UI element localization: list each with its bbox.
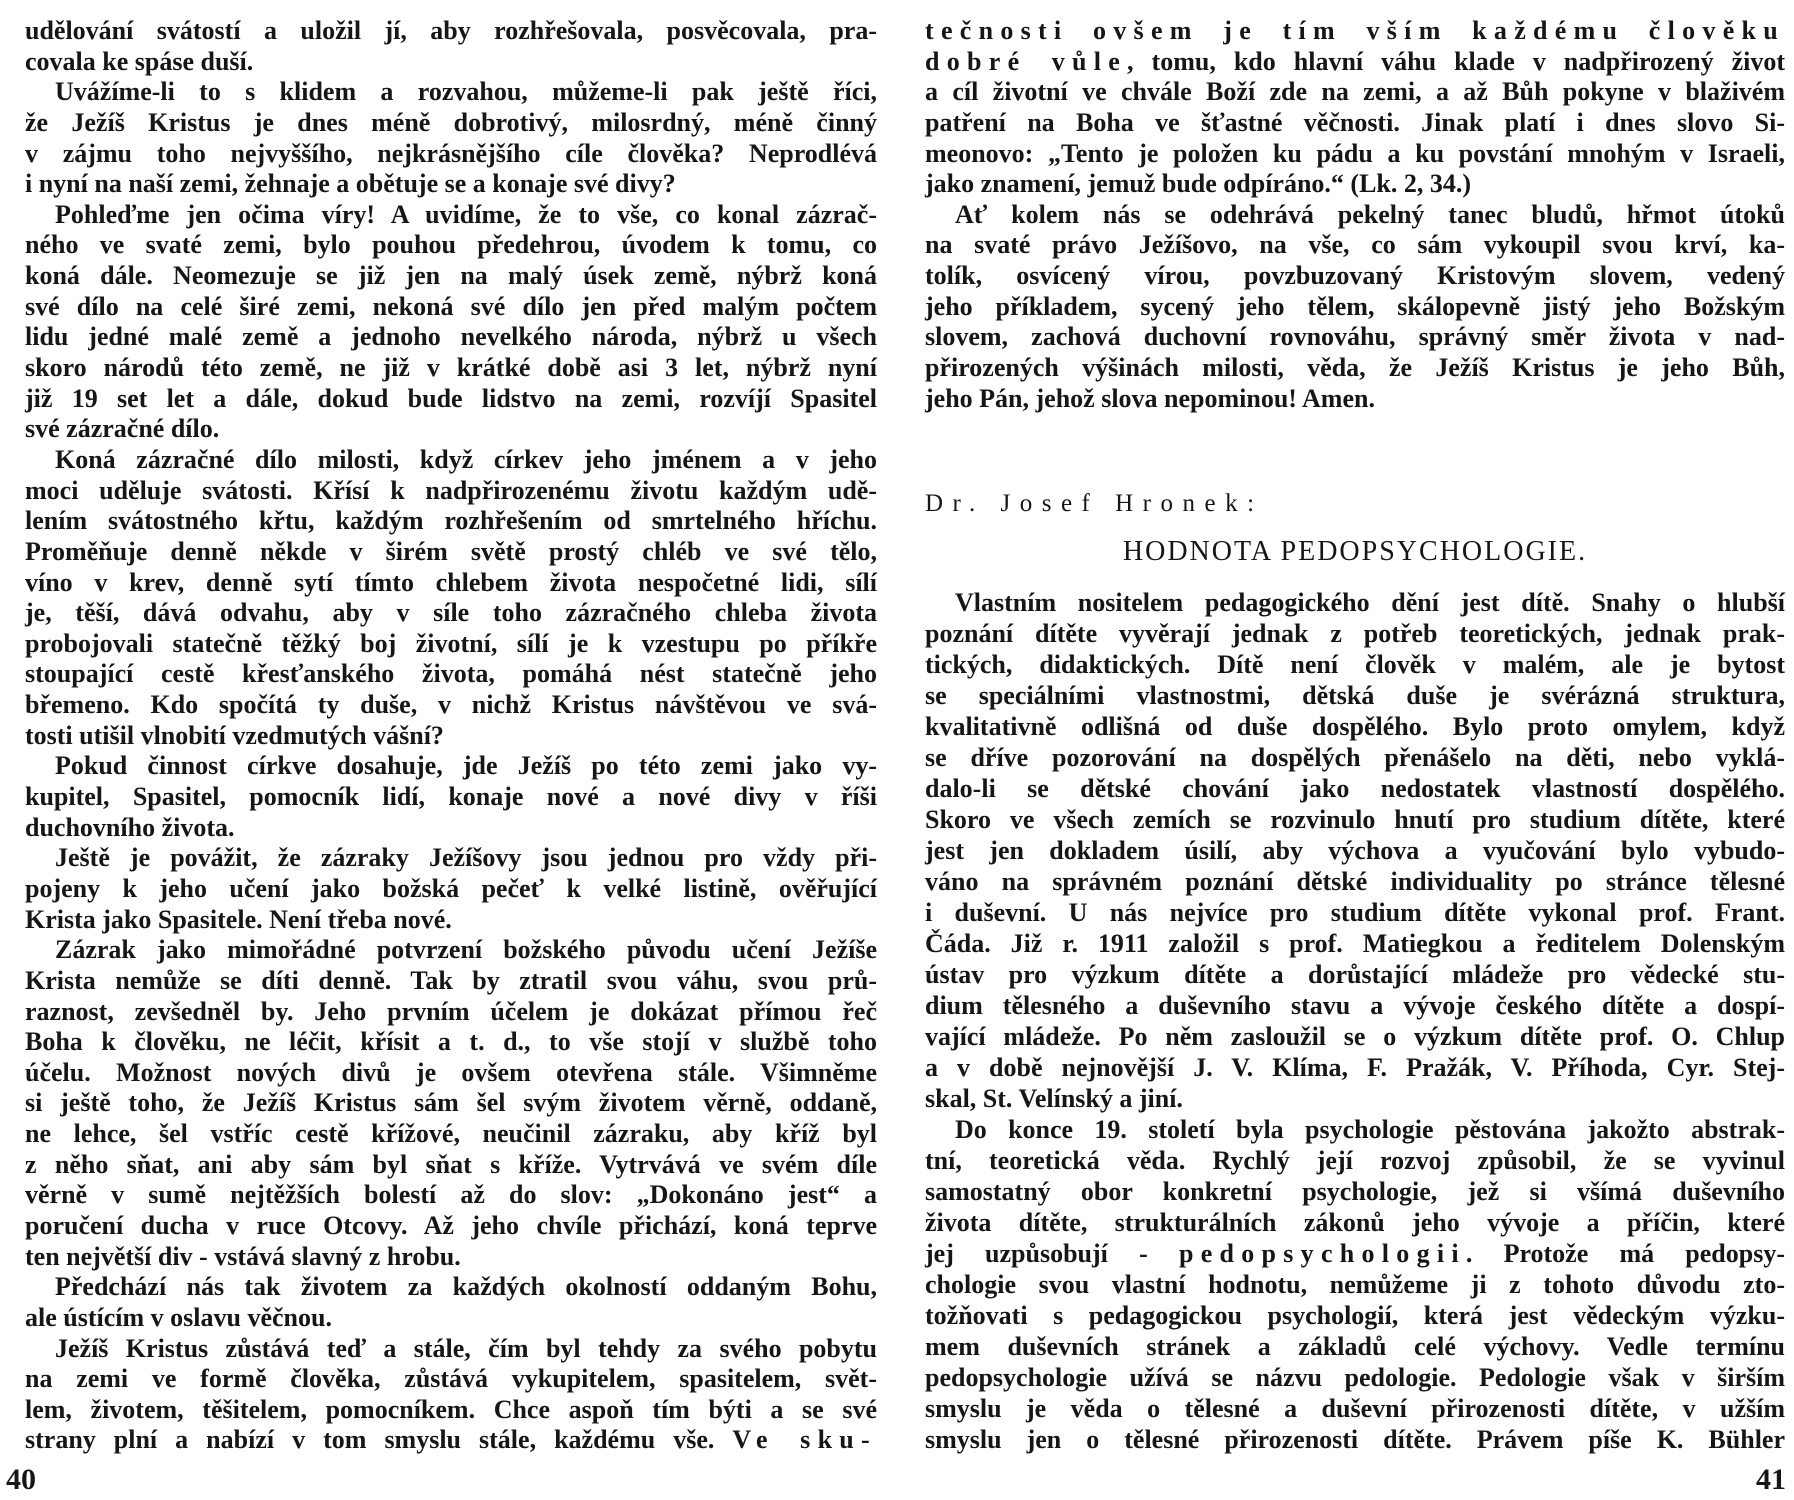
text-line: své zázračné dílo. [25, 414, 220, 444]
text-line [925, 1238, 1785, 1269]
text-line: Zázrak jako mimořádné potvrzení božského původu učení Ježíše [55, 935, 877, 965]
emphasized-text: dobré vůle [925, 46, 1128, 76]
text-line: lením svátostného křtu, každým rozhřešením od smrtelného hříchu. [25, 506, 877, 536]
text-line: slovem, zachová duchovní rovnováhu, správný směr života v nad- [925, 322, 1785, 352]
text-line: Krista nemůže se díti denně. Tak by ztratil svou váhu, svou prů- [25, 965, 877, 995]
text-line: na zemi ve formě člověka, zůstává vykupitelem, spasitelem, svět- [25, 1364, 877, 1394]
paragraph [25, 1272, 877, 1333]
text-line: Předchází nás tak životem za každých okolností oddaným Bohu, [55, 1272, 877, 1302]
paragraph [25, 445, 877, 751]
text-line: lem, životem, těšitelem, pomocníkem. Chce aspoň tím býti a se své [25, 1394, 877, 1424]
article-title: HODNOTA PEDOPSYCHOLOGIE. [1122, 536, 1588, 567]
emphasized-text: pedopsychologii [1178, 1239, 1466, 1268]
paragraph [25, 935, 877, 1272]
text-line: tolík, osvícený vírou, povzbuzovaný Kristovým slovem, vedený [925, 261, 1785, 291]
text-line: jako znamení, jemuž bude odpíráno.“ (Lk. 2, 34.) [925, 169, 1472, 199]
paragraph [25, 843, 877, 935]
article-author: Dr. Josef Hronek: [925, 490, 1264, 517]
page-number: 41 [1756, 1463, 1786, 1496]
text-line: života dítěte, strukturálních zákonů jeho vývoje a příčin, které [925, 1208, 1785, 1237]
text-line: ne lehce, šel vstříc cestě křížové, neučinil zázraku, aby kříž byl [25, 1119, 877, 1149]
text-line: jest jen dokladem úsilí, aby výchova a vyučování bylo vybudo- [925, 836, 1785, 865]
text-line: si ještě toho, že Ježíš Kristus sám šel svým životem věrně, oddaně, [25, 1088, 877, 1118]
text-line: Uvážíme-li to s klidem a rozvahou, můžeme-li pak ještě říci, [55, 77, 877, 107]
text-line: i duševní. U nás nejvíce pro studium dítěte vykonal prof. Frant. [925, 898, 1785, 927]
text-line: dium tělesného a duševního stavu a vývoje českého dítěte a dospí- [925, 991, 1785, 1020]
text-line: Do konce 19. století byla psychologie pěstována jakožto abstrak- [955, 1115, 1785, 1144]
text-line [25, 1425, 877, 1456]
text-line: skal, St. Velínský a jiní. [925, 1084, 1183, 1113]
text-line: Boha k člověku, ne léčit, křísit a t. d., to vše stojí v službě toho [25, 1027, 877, 1057]
text-line: Pohleďme jen očima víry! A uvidíme, že to vše, co konal zázrač- [55, 199, 877, 229]
text-line: Ježíš Kristus zůstává teď a stále, čím byl tehdy za svého pobytu [55, 1333, 877, 1363]
right-page [897, 0, 1794, 1500]
text-line: patření na Boha ve šťastné věčnosti. Jinak platí i dnes slovo Si- [925, 107, 1785, 137]
emphasized-text: Ve sku- [732, 1425, 877, 1455]
text-line: udělování svátostí a uložil jí, aby rozhřešovala, posvěcovala, pra- [25, 16, 877, 45]
text-line: přirozených výšinách milosti, věda, že Ježíš Kristus je jeho Bůh, [925, 353, 1785, 383]
text-line: Pokud činnost církve dosahuje, jde Ježíš po této zemi jako vy- [55, 751, 877, 781]
emphasized-text: tečnosti ovšem je tím vším každému člověku [925, 16, 1785, 45]
left-page-body-text [25, 16, 877, 1456]
text-line: ten největší div - vstává slavný z hrobu. [25, 1241, 461, 1271]
text-line: meonovo: „Tento je položen ku pádu a ku povstání mnohým v Israeli, [925, 138, 1785, 168]
text-line: Koná zázračné dílo milosti, když církev jeho jménem a v jeho [55, 444, 877, 474]
text-line: mem duševních stránek a základů celé výchovy. Vedle termínu [925, 1332, 1785, 1361]
text-line: váno na správném poznání dětské individuality po stránce tělesné [925, 867, 1785, 896]
text-line: Proměňuje denně někde v širém světě prostý chléb ve své tělo, [25, 536, 877, 566]
text-line: skoro národů této země, ne již v krátké době asi 3 let, nýbrž nyní [25, 353, 877, 383]
text-line: že Ježíš Kristus je dnes méně dobrotivý, milosrdný, méně činný [25, 107, 877, 137]
paragraph [925, 200, 1785, 414]
text-line: stoupající cestě křesťanského života, pomáhá nést statečně jeho [25, 659, 877, 689]
text-line: tožňovati s pedagogickou psychologií, která jest vědeckým výzku- [925, 1301, 1785, 1330]
text-line: v zájmu toho nejvyššího, nejkrásnějšího cíle člověka? Neprodlévá [25, 138, 877, 168]
text-line: věrně v sumě nejtěžších bolestí až do slov: „Dokonáno jest“ a [25, 1180, 877, 1210]
text-line: jeho Pán, jehož slova nepominou! Amen. [925, 383, 1375, 413]
article-body-text [925, 587, 1785, 1455]
text-line: chologie svou vlastní hodnotu, nemůžeme ji z tohoto důvodu zto- [925, 1270, 1785, 1299]
text-line: se dříve pozorování na dospělých přenášelo na děti, nebo vyklá- [925, 743, 1785, 772]
text-line: tní, teoretická věda. Rychlý její rozvoj způsobil, že se vyvinul [925, 1146, 1785, 1175]
text-line: se speciálními vlastnostmi, dětská duše je svérázná struktura, [925, 681, 1785, 710]
paragraph [25, 751, 877, 843]
text-line: moci uděluje svátosti. Křísí k nadpřirozenému životu každým udě- [25, 475, 877, 505]
text-line: kupitel, Spasitel, pomocník lidí, konaje nové a nové divy v říši [25, 782, 877, 812]
text-line: tosti utišil vlnobití vzedmutých vášní? [25, 720, 444, 750]
page-number: 40 [6, 1463, 36, 1496]
text-line: Vlastním nositelem pedagogického dění jest dítě. Snahy o hlubší [955, 588, 1785, 617]
text-run: strany plní a nabízí v tom smyslu stále, každému vše. [25, 1425, 733, 1455]
text-line: pedopsychologie užívá se názvu pedologie. Pedologie však v širším [925, 1363, 1785, 1392]
text-line: samostatný obor konkretní psychologie, jež si všímá duševního [925, 1177, 1785, 1206]
paragraph [925, 587, 1785, 1114]
text-line: z něho sňat, ani aby sám byl sňat s kříže. Vytrvává ve svém díle [25, 1149, 877, 1179]
paragraph [25, 77, 877, 200]
text-line: lidu jedné malé země a jednoho nevelkého národa, nýbrž u všech [25, 322, 877, 352]
text-line: ústav pro výzkum dítěte a dorůstající mládeže pro vědecké stu- [925, 960, 1785, 989]
text-line: i nyní na naší zemi, žehnaje a obětuje se a konaje své divy? [25, 169, 676, 199]
text-line: kvalitativně odlišná od duše dospělého. Bylo proto omylem, když [925, 712, 1785, 741]
text-line: Krista jako Spasitele. Není třeba nové. [25, 904, 452, 934]
text-run: jej uzpůsobují - [925, 1239, 1179, 1268]
text-line: ale ústícím v oslavu věčnou. [25, 1302, 332, 1332]
text-line: Ať kolem nás se odehrává pekelný tanec bludů, hřmot útoků [955, 199, 1785, 229]
text-line: vající mládeže. Po něm zasloužil se o výzkum dítěte prof. O. Chlup [925, 1022, 1785, 1051]
text-line [925, 16, 1785, 47]
text-run: , tomu, kdo hlavní váhu klade v nadpřirozený život [1127, 46, 1786, 76]
text-line: ného ve svaté zemi, bylo pouhou předehrou, úvodem k tomu, co [25, 230, 877, 260]
text-line: duchovního života. [25, 812, 235, 842]
text-line: již 19 set let a dále, dokud bude lidstvo na zemi, rozvíjí Spasitel [25, 383, 877, 413]
text-line: Skoro ve všech zemích se rozvinulo hnutí pro studium dítěte, které [925, 805, 1785, 834]
text-line: koná dále. Neomezuje se již jen na malý úsek země, nýbrž koná [25, 261, 877, 291]
text-line: dalo-li se dětské chování jako nedostatek vlastností dospělého. [925, 774, 1785, 803]
paragraph [25, 200, 877, 445]
text-line: smyslu je věda o tělesné a duševní přirozenosti dítěte, v užším [925, 1394, 1785, 1423]
text-line: je, těší, dává odvahu, aby v síle toho zázračného chleba života [25, 598, 877, 628]
text-line: probojovali statečně těžký boj životní, sílí je k vzestupu po příkře [25, 628, 877, 658]
text-line: tických, didaktických. Dítě není člověk v malém, ale je bytost [925, 650, 1785, 679]
text-line: a v době nejnovější J. V. Klíma, F. Pražák, V. Příhoda, Cyr. Stej- [925, 1053, 1785, 1082]
paragraph [925, 16, 1785, 200]
text-line: břemeno. Kdo spočítá ty duše, v nichž Kristus návštěvou ve svá- [25, 690, 877, 720]
paragraph [925, 1114, 1785, 1455]
text-line: Ještě je povážit, že zázraky Ježíšovy jsou jednou pro vždy při- [55, 843, 877, 873]
text-run: . Protože má pedopsy- [1465, 1239, 1786, 1268]
text-line: poručení ducha v ruce Otcovy. Až jeho chvíle přichází, koná teprve [25, 1210, 877, 1240]
text-line: Čáda. Již r. 1911 založil s prof. Matiegkou a ředitelem Dolenským [925, 929, 1785, 958]
text-line: poznání dítěte vyvěrají jednak z potřeb teoretických, jednak prak- [925, 619, 1785, 648]
text-line [925, 47, 1785, 78]
paragraph [25, 1334, 877, 1457]
sermon-ending-text [925, 16, 1785, 414]
text-line: covala ke spáse duší. [25, 46, 254, 76]
text-line: smyslu jen o tělesné přirozenosti dítěte. Právem píše K. Bühler [925, 1425, 1785, 1454]
text-line: víno v krev, denně sytí tímto chlebem života nespočetné lidi, sílí [25, 567, 877, 597]
text-line: pojeny k jeho učení jako božská pečeť k velké listině, ověřující [25, 873, 877, 903]
paragraph [25, 16, 877, 77]
text-line: na svaté právo Ježíšovo, na vše, co sám vykoupil svou krví, ka- [925, 230, 1785, 260]
text-line: své dílo na celé širé zemi, nekoná své dílo jen před malým počtem [25, 291, 877, 321]
text-line: a cíl životní ve chvále Boží zde na zemi, a až Bůh pokyne v blaživém [925, 77, 1785, 107]
text-line: účelu. Možnost nových divů je ovšem otevřena stále. Všimněme [25, 1057, 877, 1087]
text-line: raznost, zevšedněl by. Jeho prvním účelem je dokázat přímou řeč [25, 996, 877, 1026]
text-line: jeho příkladem, sycený jeho tělem, skálopevně jistý jeho Božským [925, 291, 1785, 321]
